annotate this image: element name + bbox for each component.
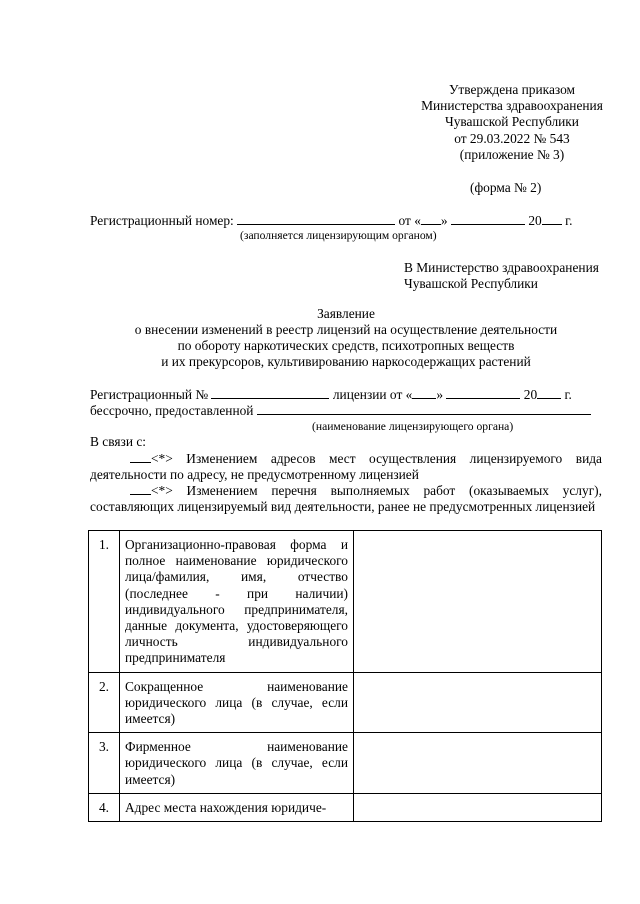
application-table — [88, 530, 602, 822]
in-connection-label: В связи с: — [90, 434, 146, 449]
table-row — [89, 733, 602, 794]
registration-line — [90, 212, 572, 229]
row-label: Сокращенное наименование юридического лица (в случае, если имеется) — [120, 672, 354, 733]
approval-block — [405, 82, 619, 163]
license-authority-line — [90, 402, 591, 419]
title-line: по обороту наркотических средств, психотропных веществ — [177, 338, 515, 353]
license-day-field[interactable] — [412, 386, 436, 399]
title-line: и их прекурсоров, культивированию наркосодержащих растений — [161, 354, 531, 369]
license-indefinite: бессрочно, предоставленной — [90, 403, 254, 418]
license-year-suffix: г. — [564, 387, 572, 402]
registration-day-field[interactable] — [421, 212, 441, 225]
option-checkbox-field[interactable] — [130, 482, 151, 495]
row-number: 1. — [89, 531, 120, 673]
row-label: Фирменное наименование юридического лица (в случае, если имеется) — [120, 733, 354, 794]
license-number-field[interactable] — [211, 386, 329, 399]
approval-line: от 29.03.2022 № 543 — [454, 130, 570, 146]
table-row — [89, 672, 602, 733]
row-label: Адрес места нахождения юридиче- — [120, 793, 354, 821]
license-label: Регистрационный № — [90, 387, 209, 402]
row-number: 2. — [89, 672, 120, 733]
license-month-field[interactable] — [446, 386, 520, 399]
option-item — [90, 450, 602, 483]
registration-number-field[interactable] — [237, 212, 395, 225]
registration-year-suffix: г. — [565, 213, 573, 228]
option-text: <*> Изменением адресов мест осуществления лицензируемого вида деятельности по адресу, не предусмотренному лицензией — [90, 451, 602, 483]
table-row — [89, 531, 602, 673]
registration-quote-close: » — [440, 213, 448, 228]
license-note: (наименование лицензирующего органа) — [312, 420, 514, 433]
license-year-field[interactable] — [537, 386, 561, 399]
title-line: Заявление — [317, 306, 375, 321]
license-from-text: лицензии от « — [332, 387, 413, 402]
registration-from-text: от « — [398, 213, 421, 228]
option-item — [90, 482, 602, 515]
license-line — [90, 386, 572, 403]
option-text: <*> Изменением перечня выполняемых работ (оказываемых услуг), составляющих лицензируемый вид деятельности, ранее не предусмотренных лицензией — [90, 483, 602, 515]
registration-year-prefix: 20 — [528, 213, 542, 228]
addressee-line: В Министерство здравоохранения — [404, 260, 599, 275]
option-checkbox-field[interactable] — [130, 450, 151, 463]
approval-line: (приложение № 3) — [459, 146, 565, 162]
registration-note: (заполняется лицензирующим органом) — [240, 229, 437, 242]
row-number: 4. — [89, 793, 120, 821]
registration-year-field[interactable] — [542, 212, 562, 225]
row-value-field[interactable] — [354, 733, 602, 794]
addressee-line: Чувашской Республики — [404, 276, 538, 291]
license-year-prefix: 20 — [523, 387, 538, 402]
row-value-field[interactable] — [354, 672, 602, 733]
registration-month-field[interactable] — [451, 212, 525, 225]
row-label: Организационно-правовая форма и полное наименование юридического лица/фамилия, имя, отчество (последнее - при наличии) индивидуального предпринимателя, данные документа, удостоверяющего личность индивидуального предпринимателя — [120, 531, 354, 673]
row-number: 3. — [89, 733, 120, 794]
approval-line: Утверждена приказом — [448, 82, 576, 97]
row-value-field[interactable] — [354, 793, 602, 821]
table-row — [89, 793, 602, 821]
license-authority-field[interactable] — [257, 402, 591, 415]
approval-line: Чувашской Республики — [445, 114, 579, 130]
title-line: о внесении изменений в реестр лицензий на осуществление деятельности — [134, 322, 558, 337]
row-value-field[interactable] — [354, 531, 602, 673]
license-quote-close: » — [436, 387, 444, 402]
approval-line: Министерства здравоохранения — [421, 98, 603, 114]
form-number: (форма № 2) — [470, 180, 542, 195]
registration-label: Регистрационный номер: — [90, 213, 234, 228]
